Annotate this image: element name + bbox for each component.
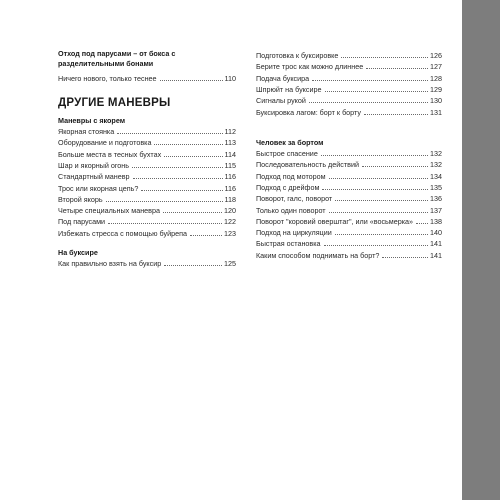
toc-entry[interactable] [256,85,442,94]
dot-leader [366,68,428,69]
dot-leader [132,167,223,168]
toc-entry[interactable] [256,194,442,203]
toc-entry-page: 116 [224,183,236,193]
toc-entry-title: Стандартный маневр [58,172,130,182]
dot-leader [190,235,222,236]
dot-leader [163,212,222,213]
dot-leader [324,245,428,246]
toc-entry[interactable] [58,195,236,204]
book-spine-shadow [462,0,500,500]
dot-leader [335,234,428,235]
toc-entry-page: 134 [430,171,442,181]
chapter-title: ДРУГИЕ МАНЕВРЫ [58,97,171,109]
toc-entry[interactable] [58,161,236,170]
toc-entry[interactable] [256,96,442,105]
dot-leader [325,91,428,92]
toc-entry-title: Последовательность действий [256,160,359,170]
subsection-heading-tow: На буксире [58,248,98,257]
toc-entry-title: Шпрюйт на буксире [256,84,322,94]
toc-entry[interactable] [256,74,442,83]
toc-entry[interactable] [58,229,236,238]
toc-entry-page: 128 [430,73,442,83]
toc-entry-title: Сигналы рукой [256,96,306,106]
toc-entry-title: Поворот, галс, поворот [256,194,333,204]
toc-entry-title: Оборудование и подготовка [58,138,152,148]
dot-leader [321,155,428,156]
toc-entry-page: 113 [224,138,236,148]
subsection-heading-anchor: Маневры с якорем [58,116,126,125]
toc-entry[interactable] [256,62,442,71]
toc-entry-page: 127 [430,62,442,72]
toc-entry[interactable] [58,74,236,83]
toc-entry[interactable] [58,217,236,226]
toc-entry-page: 136 [430,194,442,204]
dot-leader [309,102,428,103]
toc-entry-page: 137 [430,205,442,215]
toc-entry[interactable] [256,239,442,248]
toc-entry-title: Второй якорь [58,194,103,204]
toc-entry[interactable] [256,251,442,260]
toc-entry[interactable] [58,172,236,181]
dot-leader [335,200,428,201]
toc-entry-title: Избежать стресса с помощью буйрепа [58,228,187,238]
toc-entry-page: 135 [430,182,442,192]
toc-entry[interactable] [256,217,442,226]
toc-entry-title: Как правильно взять на буксир [58,259,162,268]
toc-entry-title: Буксировка лагом: борт к борту [256,107,361,117]
dot-leader [341,57,428,58]
toc-entry[interactable] [58,138,236,147]
dot-leader [141,190,222,191]
toc-entry-title: Подготовка к буксировке [256,51,339,60]
dot-leader [312,80,428,81]
dot-leader [160,80,223,81]
dot-leader [329,212,428,213]
dot-leader [154,144,222,145]
toc-entry[interactable] [256,51,442,60]
dot-leader [416,223,428,224]
toc-entry-page: 125 [224,259,236,268]
dot-leader [329,178,428,179]
toc-entry-page: 110 [224,74,236,83]
toc-entry[interactable] [58,259,236,268]
toc-entry[interactable] [256,160,442,169]
toc-entry-title: Трос или якорная цепь? [58,183,139,193]
toc-entry-page: 115 [224,160,236,170]
dot-leader [133,178,223,179]
toc-entry-title: Под парусами [58,217,106,227]
toc-entry-title: Четыре специальных маневра [58,206,160,216]
toc-entry-page: 141 [430,239,442,249]
toc-entry-title: Ничего нового, только теснее [58,74,157,83]
toc-entry-page: 130 [430,96,442,106]
dot-leader [362,166,428,167]
toc-entry-page: 122 [224,217,236,227]
toc-entry-title: Якорная стоянка [58,127,115,136]
toc-entry[interactable] [256,206,442,215]
toc-entry-page: 132 [430,149,442,158]
toc-entry-title: Подход на циркуляции [256,228,332,238]
toc-entry[interactable] [256,172,442,181]
toc-entry-page: 140 [430,228,442,238]
toc-entry-page: 131 [430,107,442,117]
dot-leader [164,265,222,266]
toc-entry-title: Берите трос как можно длиннее [256,62,364,72]
toc-entry-page: 114 [224,149,236,159]
toc-entry-title: Подход под мотором [256,171,326,181]
toc-entry[interactable] [256,228,442,237]
toc-entry-page: 129 [430,84,442,94]
dot-leader [108,223,222,224]
toc-entry[interactable] [256,183,442,192]
toc-entry[interactable] [58,127,236,136]
toc-entry[interactable] [256,108,442,117]
toc-entry[interactable] [256,149,442,158]
toc-entry-page: 141 [430,250,442,260]
toc-entry-page: 112 [224,127,236,136]
dot-leader [364,114,428,115]
toc-entry[interactable] [58,206,236,215]
toc-entry-title: Только один поворот [256,205,326,215]
dot-leader [117,133,222,134]
toc-entry[interactable] [58,150,236,159]
toc-entry-title: Быстрое спасение [256,149,318,158]
toc-entry-title: Быстрая остановка [256,239,321,249]
toc-entry-page: 138 [430,216,442,226]
toc-entry-title: Шар и якорный огонь [58,160,130,170]
section-heading-sail-departure: Отход под парусами – от бокса с разделительными бонами [58,49,176,68]
toc-entry-title: Подход с дрейфом [256,182,320,192]
toc-entry-page: 116 [224,172,236,182]
toc-entry-title: Поворот "коровий оверштаг", или «восьмерка» [256,216,414,226]
toc-entry-page: 123 [224,228,236,238]
toc-entry[interactable] [58,184,236,193]
toc-entry-page: 118 [224,194,236,204]
dot-leader [322,189,428,190]
toc-entry-page: 132 [430,160,442,170]
dot-leader [382,257,428,258]
subsection-heading-man-overboard: Человек за бортом [256,138,324,147]
toc-entry-title: Больше места в тесных бухтах [58,149,162,159]
toc-entry-title: Подача буксира [256,73,310,83]
dot-leader [164,156,222,157]
toc-entry-page: 120 [224,206,236,216]
toc-entry-page: 126 [430,51,442,60]
dot-leader [106,201,223,202]
toc-entry-title: Каким способом поднимать на борт? [256,250,380,260]
